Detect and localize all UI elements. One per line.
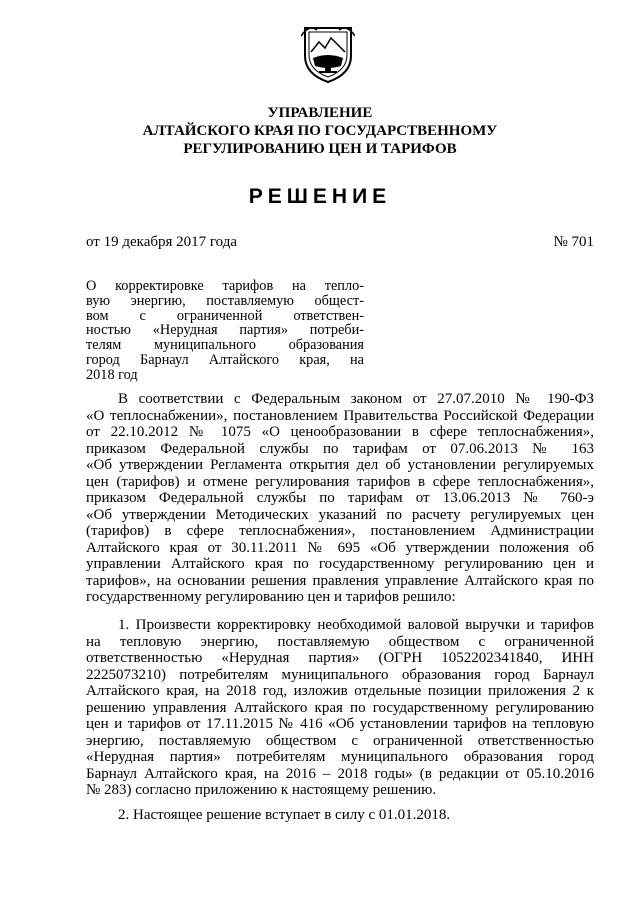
item-2-paragraph: 2. Настоящее решение вступает в силу с 01.01.2018. xyxy=(118,807,451,823)
text-line: 2225073210) потребителям муниципального образования город Барнаул xyxy=(86,666,594,683)
subject-line: 2018 год xyxy=(86,366,138,383)
subject-line: город Барнаул Алтайского края, на xyxy=(86,351,364,368)
text-line: «Об утверждении Методических указаний по расчету регулируемых цен xyxy=(86,506,594,523)
text-line: тарифов», на основании решения правления управление Алтайского края по xyxy=(86,572,594,589)
preamble-paragraph xyxy=(86,391,594,606)
text-line: энергию, поставляемую обществом с ограниченной ответственностью xyxy=(86,732,594,749)
text-line: (тарифов) в сфере теплоснабжения», постановлением Администрации xyxy=(86,523,594,539)
document-subject xyxy=(86,279,364,383)
agency-name xyxy=(0,104,640,158)
document-date: от 19 декабря 2017 года xyxy=(86,234,238,250)
subject-line: О корректировке тарифов на тепло- xyxy=(86,278,364,294)
subject-line: ностью «Нерудная партия» потреби- xyxy=(86,322,364,339)
text-line: решению управления Алтайского края по государственному регулированию xyxy=(86,699,594,716)
text-line: 1. Произвести корректировку необходимой валовой выручки и тарифов xyxy=(118,617,594,633)
agency-name-line: РЕГУЛИРОВАНИЮ ЦЕН И ТАРИФОВ xyxy=(183,141,457,157)
text-line: цен (тарифов) и отмене регулирования тарифов в сфере теплоснабжения», xyxy=(86,473,594,490)
subject-line: телям муниципального образования xyxy=(86,337,364,354)
text-line: «О теплоснабжении», постановлением Правительства Российской Федерации xyxy=(86,407,594,424)
agency-name-line: УПРАВЛЕНИЕ xyxy=(267,105,373,121)
document-date-line xyxy=(86,234,594,251)
text-line: Алтайского края, на 2018 год, изложив отдельные позиции приложения 2 к xyxy=(86,683,594,699)
text-line: приказом Федеральной службы по тарифам от 13.06.2013 № 760-э xyxy=(86,490,594,506)
altai-coat-of-arms-icon xyxy=(301,22,355,84)
document-title: РЕШЕНИЕ xyxy=(248,185,392,208)
agency-name-line: АЛТАЙСКОГО КРАЯ ПО ГОСУДАРСТВЕННОМУ xyxy=(142,123,498,139)
text-line: Барнаул Алтайского края, на 2016 – 2018 годы» (в редакции от 05.10.2016 xyxy=(86,765,594,782)
text-line: на тепловую энергию, поставляемую обществом с ограниченной xyxy=(86,633,594,650)
subject-line: вую энергию, поставляемую общест- xyxy=(86,292,364,309)
text-line: Алтайского края от 30.11.2011 № 695 «Об утверждении положения об xyxy=(86,539,594,556)
text-line: от 22.10.2012 № 1075 «О ценообразовании в сфере теплоснабжения», xyxy=(86,424,594,440)
text-line: цен и тарифов от 17.11.2015 № 416 «Об установлении тарифов на тепловую xyxy=(86,716,594,732)
text-line: государственному регулированию цен и тарифов решило: xyxy=(86,589,456,605)
text-line: управлении Алтайского края по государственному регулированию цен и xyxy=(86,556,594,572)
text-line: № 283) согласно приложению к настоящему решению. xyxy=(86,782,437,798)
item-1-paragraph xyxy=(86,617,594,799)
subject-line: вом с ограниченной ответствен- xyxy=(86,307,364,324)
text-line: ответственностью «Нерудная партия» (ОГРН 1052202341840, ИНН xyxy=(86,650,594,666)
text-line: «Об утверждении Регламента открытия дел об установлении регулируемых xyxy=(86,457,594,473)
text-line: «Нерудная партия» потребителям муниципального образования город xyxy=(86,749,594,765)
document-number: № 701 xyxy=(553,234,594,250)
text-line: В соответствии с Федеральным законом от 27.07.2010 № 190-ФЗ xyxy=(118,391,594,407)
text-line: приказом Федеральной службы по тарифам от 07.06.2013 № 163 xyxy=(86,440,594,457)
